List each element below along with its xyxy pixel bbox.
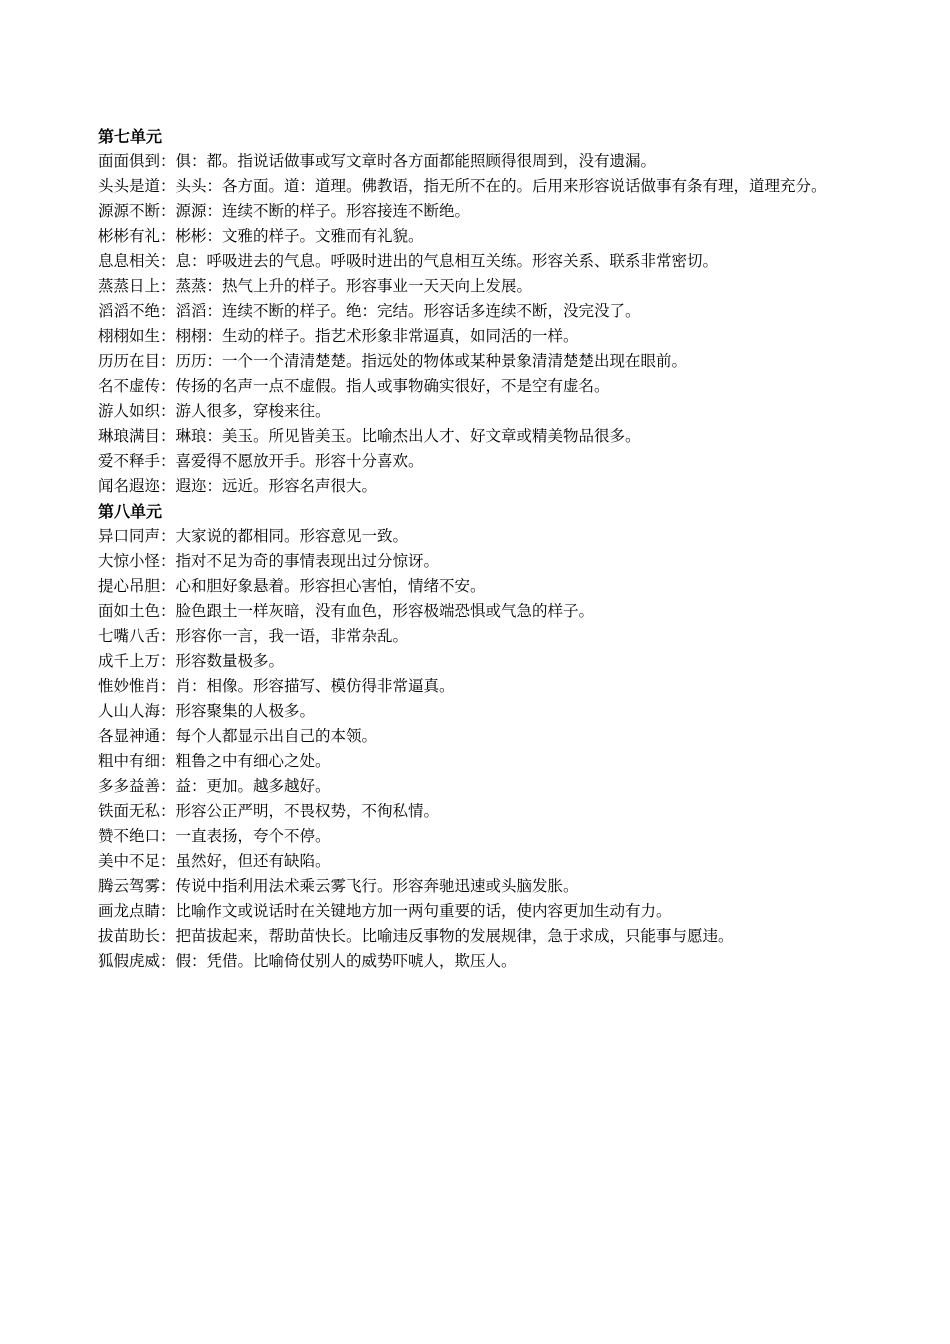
idiom-definition: 蒸蒸：热气上升的样子。形容事业一天天向上发展。: [175, 277, 533, 295]
idiom-term: 闻名遐迩: [98, 477, 161, 495]
idiom-entry: [98, 924, 858, 949]
section-unit-7: [98, 124, 858, 499]
idiom-definition: 遐迩：远近。形容名声很大。: [175, 477, 378, 495]
idiom-term: 头头是道: [98, 177, 161, 195]
idiom-term: 琳琅满目: [98, 427, 161, 445]
idiom-term: 赞不绝口: [98, 827, 161, 845]
idiom-entry: [98, 824, 858, 849]
idiom-term: 面如土色: [98, 602, 161, 620]
idiom-term: 多多益善: [98, 777, 161, 795]
document-page: [98, 124, 858, 974]
idiom-definition: 琳琅：美玉。所见皆美玉。比喻杰出人才、好文章或精美物品很多。: [175, 427, 641, 445]
idiom-term: 彬彬有礼: [98, 227, 161, 245]
idiom-definition: 指对不足为奇的事情表现出过分惊讶。: [175, 552, 440, 570]
idiom-term: 美中不足: [98, 852, 161, 870]
idiom-entry: [98, 374, 858, 399]
idiom-entry: [98, 149, 858, 174]
idiom-entry: [98, 674, 858, 699]
idiom-definition: 喜爱得不愿放开手。形容十分喜欢。: [175, 452, 424, 470]
idiom-term: 画龙点睛: [98, 902, 161, 920]
idiom-definition: 历历：一个一个清清楚楚。指远处的物体或某种景象清清楚楚出现在眼前。: [175, 352, 688, 370]
idiom-term: 腾云驾雾: [98, 877, 161, 895]
idiom-definition: 一直表扬，夸个不停。: [175, 827, 331, 845]
idiom-entry: [98, 174, 858, 199]
separator: ：: [160, 202, 176, 220]
idiom-definition: 虽然好，但还有缺陷。: [175, 852, 331, 870]
idiom-entry: [98, 574, 858, 599]
idiom-entry: [98, 349, 858, 374]
idiom-term: 拔苗助长: [98, 927, 161, 945]
idiom-term: 历历在目: [98, 352, 161, 370]
separator: ：: [160, 902, 176, 920]
idiom-definition: 游人很多，穿梭来往。: [175, 402, 331, 420]
idiom-list: [98, 524, 858, 974]
idiom-definition: 头头：各方面。道：道理。佛教语，指无所不在的。后用来形容说话做事有条有理，道理充分。: [175, 177, 827, 195]
idiom-entry: [98, 324, 858, 349]
separator: ：: [160, 702, 176, 720]
separator: ：: [160, 652, 176, 670]
idiom-term: 源源不断: [98, 202, 161, 220]
idiom-definition: 形容聚集的人极多。: [175, 702, 316, 720]
idiom-term: 异口同声: [98, 527, 161, 545]
idiom-term: 栩栩如生: [98, 327, 161, 345]
idiom-entry: [98, 624, 858, 649]
idiom-entry: [98, 549, 858, 574]
idiom-entry: [98, 424, 858, 449]
separator: ：: [160, 277, 176, 295]
separator: ：: [160, 802, 176, 820]
idiom-entry: [98, 449, 858, 474]
separator: ：: [160, 177, 176, 195]
separator: ：: [160, 152, 176, 170]
section-title: 第八单元: [98, 502, 163, 521]
separator: ：: [160, 527, 176, 545]
idiom-term: 成千上万: [98, 652, 161, 670]
idiom-definition: 彬彬：文雅的样子。文雅而有礼貌。: [175, 227, 424, 245]
separator: ：: [160, 677, 176, 695]
separator: ：: [160, 602, 176, 620]
idiom-term: 爱不释手: [98, 452, 161, 470]
idiom-term: 惟妙惟肖: [98, 677, 161, 695]
idiom-definition: 源源：连续不断的样子。形容接连不断绝。: [175, 202, 471, 220]
idiom-definition: 脸色跟土一样灰暗，没有血色，形容极端恐惧或气急的样子。: [175, 602, 595, 620]
section-title: 第七单元: [98, 127, 163, 146]
idiom-term: 七嘴八舌: [98, 627, 161, 645]
idiom-definition: 传扬的名声一点不虚假。指人或事物确实很好，不是空有虚名。: [175, 377, 610, 395]
idiom-term: 狐假虎威: [98, 952, 161, 970]
separator: ：: [160, 302, 176, 320]
separator: ：: [160, 777, 176, 795]
separator: ：: [160, 852, 176, 870]
idiom-definition: 心和胆好象悬着。形容担心害怕，情绪不安。: [175, 577, 486, 595]
separator: ：: [160, 452, 176, 470]
separator: ：: [160, 927, 176, 945]
idiom-term: 息息相关: [98, 252, 161, 270]
separator: ：: [160, 752, 176, 770]
idiom-entry: [98, 899, 858, 924]
idiom-definition: 大家说的都相同。形容意见一致。: [175, 527, 409, 545]
idiom-definition: 形容数量极多。: [175, 652, 285, 670]
idiom-definition: 栩栩：生动的样子。指艺术形象非常逼真，如同活的一样。: [175, 327, 579, 345]
idiom-entry: [98, 274, 858, 299]
separator: ：: [160, 427, 176, 445]
idiom-term: 滔滔不绝: [98, 302, 161, 320]
idiom-term: 各显神通: [98, 727, 161, 745]
idiom-term: 提心吊胆: [98, 577, 161, 595]
separator: ：: [160, 252, 176, 270]
idiom-entry: [98, 874, 858, 899]
idiom-term: 面面俱到: [98, 152, 161, 170]
idiom-definition: 粗鲁之中有细心之处。: [175, 752, 331, 770]
separator: ：: [160, 352, 176, 370]
idiom-definition: 肖：相像。形容描写、模仿得非常逼真。: [175, 677, 455, 695]
separator: ：: [160, 827, 176, 845]
separator: ：: [160, 877, 176, 895]
idiom-list: [98, 149, 858, 499]
idiom-entry: [98, 599, 858, 624]
separator: ：: [160, 627, 176, 645]
idiom-entry: [98, 949, 858, 974]
idiom-entry: [98, 399, 858, 424]
separator: ：: [160, 727, 176, 745]
idiom-term: 粗中有细: [98, 752, 161, 770]
idiom-entry: [98, 474, 858, 499]
idiom-term: 蒸蒸日上: [98, 277, 161, 295]
idiom-definition: 形容公正严明，不畏权势，不徇私情。: [175, 802, 440, 820]
separator: ：: [160, 477, 176, 495]
separator: ：: [160, 377, 176, 395]
idiom-entry: [98, 699, 858, 724]
separator: ：: [160, 552, 176, 570]
idiom-term: 游人如织: [98, 402, 161, 420]
idiom-term: 铁面无私: [98, 802, 161, 820]
idiom-definition: 俱：都。指说话做事或写文章时各方面都能照顾得很周到，没有遗漏。: [175, 152, 657, 170]
idiom-entry: [98, 224, 858, 249]
idiom-entry: [98, 299, 858, 324]
idiom-term: 名不虚传: [98, 377, 161, 395]
separator: ：: [160, 952, 176, 970]
separator: ：: [160, 577, 176, 595]
idiom-definition: 息：呼吸进去的气息。呼吸时进出的气息相互关练。形容关系、联系非常密切。: [175, 252, 719, 270]
idiom-definition: 把苗拔起来，帮助苗快长。比喻违反事物的发展规律，急于求成，只能事与愿违。: [175, 927, 734, 945]
idiom-definition: 传说中指利用法术乘云雾飞行。形容奔驰迅速或头脑发胀。: [175, 877, 579, 895]
idiom-definition: 滔滔：连续不断的样子。绝：完结。形容话多连续不断，没完没了。: [175, 302, 641, 320]
idiom-entry: [98, 524, 858, 549]
section-unit-8: [98, 499, 858, 974]
idiom-definition: 假：凭借。比喻倚仗别人的威势吓唬人，欺压人。: [175, 952, 517, 970]
idiom-entry: [98, 799, 858, 824]
separator: ：: [160, 402, 176, 420]
idiom-definition: 每个人都显示出自己的本领。: [175, 727, 378, 745]
idiom-definition: 益：更加。越多越好。: [175, 777, 331, 795]
idiom-definition: 形容你一言，我一语，非常杂乱。: [175, 627, 409, 645]
idiom-entry: [98, 199, 858, 224]
idiom-entry: [98, 649, 858, 674]
idiom-term: 大惊小怪: [98, 552, 161, 570]
idiom-term: 人山人海: [98, 702, 161, 720]
idiom-entry: [98, 749, 858, 774]
idiom-entry: [98, 249, 858, 274]
idiom-entry: [98, 724, 858, 749]
idiom-entry: [98, 849, 858, 874]
idiom-entry: [98, 774, 858, 799]
separator: ：: [160, 327, 176, 345]
separator: ：: [160, 227, 176, 245]
idiom-definition: 比喻作文或说话时在关键地方加一两句重要的话，使内容更加生动有力。: [175, 902, 672, 920]
